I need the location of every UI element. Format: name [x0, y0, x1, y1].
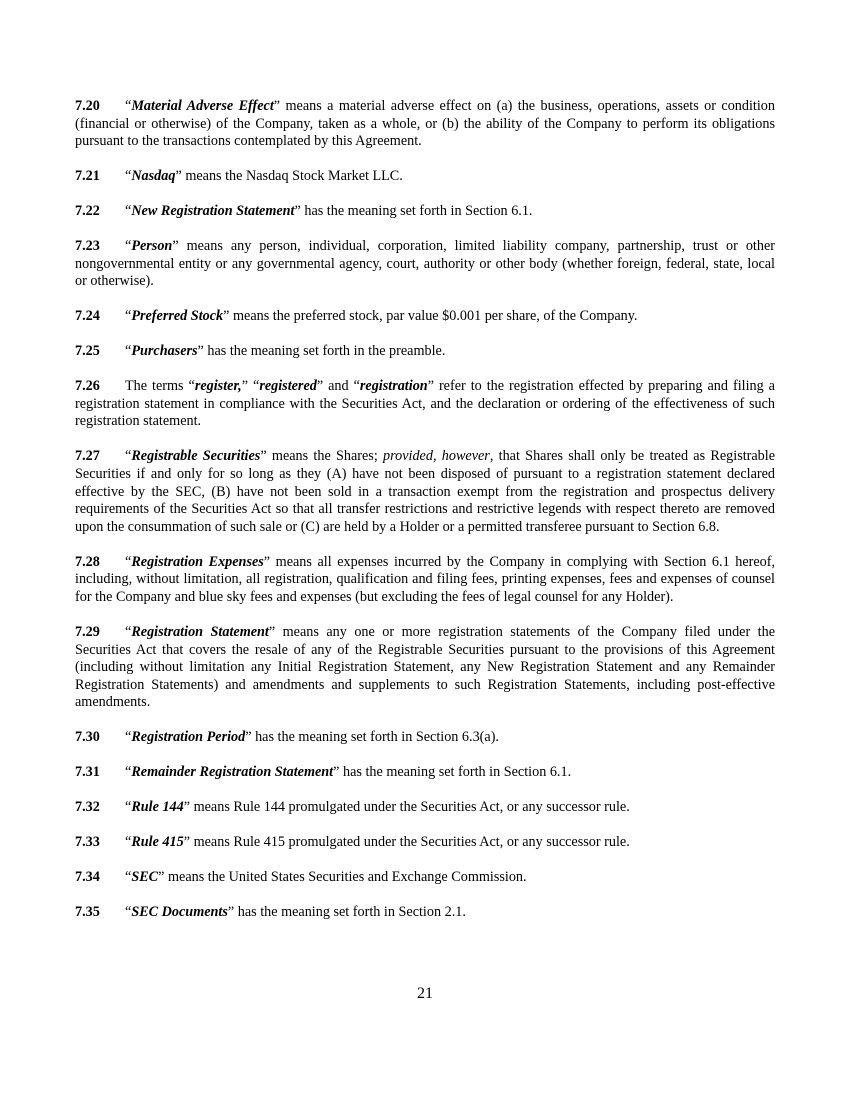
definition-7-25: 7.25 “Purchasers” has the meaning set forth in the preamble. [75, 343, 446, 360]
definition-text: means a material adverse effect on (a) the business, operations, assets or condition (financial or otherwise) of the Company, taken as a whole, or (b) the ability of the Company to perform its obligations pursuant to the transactions contemplated by this Agreement. [75, 98, 775, 150]
definition-7-27: 7.27 “Registrable Securities” means the Shares; provided, however, that Shares shall only be treated as Registrable Securities if and only for so long as they (A) have not been disposed of pursuant to a registration statement declared effective by the SEC, (B) have not been sold in a transaction exempt from the registration and prospectus delivery requirements of the Securities Act so that all transfer restrictions and restrictive legends with respect thereto are removed upon the consummation of such sale or (C) are held by a Holder or a permitted transferee pursuant to Section 6.8. [75, 448, 776, 535]
definition-7-22: 7.22 “New Registration Statement” has the meaning set forth in Section 6.1. [75, 203, 533, 220]
definition-text: means Rule 415 promulgated under the Securities Act, or any successor rule. [190, 834, 630, 851]
definition-text: has the meaning set forth in Section 6.1. [300, 203, 533, 220]
definition-text: means the Shares; [266, 448, 384, 465]
defined-term: Remainder Registration Statement [131, 764, 334, 781]
definition-text: has the meaning set forth in Section 2.1. [234, 904, 466, 921]
definition-7-33: 7.33 “Rule 415” means Rule 415 promulgated under the Securities Act, or any successor rule. [75, 834, 630, 851]
definition-text: has the meaning set forth in the preamble. [203, 343, 446, 360]
defined-term: registered [259, 378, 317, 395]
defined-term: Material Adverse Effect [131, 98, 274, 114]
defined-term: Preferred Stock [131, 308, 224, 325]
definition-text: means any one or more registration statements of the Company filed under the Securities Act that covers the resale of any of the Registrable Securities pursuant to the provisions of this Agreement (including without limitation any Initial Registration Statement, any New Registration Statement and any Remainder Registration Statements) and amendments and supplements to such Registration Statements, including post-effective amendments. [75, 623, 775, 711]
definition-text: means Rule 144 promulgated under the Securities Act, or any successor rule. [190, 799, 630, 816]
definition-text: means the Nasdaq Stock Market LLC. [181, 168, 403, 185]
definition-7-35: 7.35 “SEC Documents” has the meaning set forth in Section 2.1. [75, 904, 466, 921]
definition-text: means any person, individual, corporation, limited liability company, partnership, trust or other nongovernmental entity or any governmental agency, court, authority or other body (whether foreign, federal, state, local or otherwise). [75, 238, 775, 290]
section-number: 7.32 [75, 799, 100, 816]
defined-term: Rule 144 [131, 799, 184, 816]
definition-text: has the meaning set forth in Section 6.3(a). [251, 729, 499, 746]
defined-term: Registrable Securities [131, 448, 261, 465]
defined-term: Registration Expenses [131, 553, 264, 570]
defined-term: SEC Documents [131, 904, 228, 921]
section-number: 7.21 [75, 168, 100, 185]
definitions-list [75, 98, 775, 939]
section-number: 7.33 [75, 834, 100, 851]
proviso-text: provided, however [383, 448, 490, 465]
section-number: 7.24 [75, 308, 100, 325]
section-number: 7.22 [75, 203, 100, 220]
section-number: 7.27 [75, 448, 100, 465]
definition-text: means the preferred stock, par value $0.001 per share, of the Company. [229, 308, 638, 325]
definition-7-21: 7.21 “Nasdaq” means the Nasdaq Stock Market LLC. [75, 168, 403, 185]
definition-7-30: 7.30 “Registration Period” has the meaning set forth in Section 6.3(a). [75, 729, 499, 746]
definition-7-29: 7.29 “Registration Statement” means any one or more registration statements of the Company filed under the Securities Act that covers the resale of any of the Registrable Securities pursuant to the provisions of this Agreement (including without limitation any Initial Registration Statement, any New Registration Statement and any Remainder Registration Statements) and amendments and supplements to such Registration Statements, including post-effective amendments. [75, 623, 775, 711]
section-number: 7.29 [75, 623, 100, 640]
definition-7-34: 7.34 “SEC” means the United States Securities and Exchange Commission. [75, 869, 527, 886]
defined-term: Nasdaq [131, 168, 176, 185]
definition-text: has the meaning set forth in Section 6.1. [339, 764, 572, 781]
page-number: 21 [417, 985, 433, 1002]
defined-term: New Registration Statement [131, 203, 295, 220]
defined-term: registration [359, 378, 428, 395]
definition-text: means the United States Securities and Exchange Commission. [164, 869, 527, 886]
defined-term: Person [131, 238, 173, 255]
defined-term: Registration Period [131, 729, 246, 746]
defined-term: Registration Statement [131, 623, 269, 640]
section-number: 7.26 [75, 378, 100, 395]
definition-7-20: 7.20 “Material Adverse Effect” means a material adverse effect on (a) the business, operations, assets or condition (financial or otherwise) of the Company, taken as a whole, or (b) the ability of the Company to perform its obligations pursuant to the transactions contemplated by this Agreement. [75, 98, 775, 150]
defined-term: register, [194, 378, 242, 395]
definition-text: The terms “ [125, 378, 195, 395]
definition-7-26: 7.26 The terms “register,” “registered” and “registration” refer to the registration effected by preparing and filing a registration statement in compliance with the Securities Act, and the declaration or ordering of the effectiveness of such registration statement. [75, 378, 775, 430]
definition-text: ” refer to the registration effected by preparing and filing a registration statement in compliance with the Securities Act, and the declaration or ordering of the effectiveness of such registration statement. [75, 378, 775, 430]
definition-7-31: 7.31 “Remainder Registration Statement” has the meaning set forth in Section 6.1. [75, 764, 572, 781]
section-number: 7.30 [75, 729, 100, 746]
section-number: 7.23 [75, 238, 100, 255]
section-number: 7.28 [75, 553, 100, 570]
definition-text: , that Shares shall only be treated as Registrable Securities if and only for so long as they (A) have not been disposed of pursuant to a registration statement declared effective by the SEC, (B) have not been sold in a transaction exempt from the registration and prospectus delivery requirements of the Securities Act so that all transfer restrictions and restrictive legends with respect thereto are removed upon the consummation of such sale or (C) are held by a Holder or a permitted transferee pursuant to Section 6.8. [75, 448, 776, 535]
section-number: 7.35 [75, 904, 100, 921]
definition-7-23: 7.23 “Person” means any person, individual, corporation, limited liability company, partnership, trust or other nongovernmental entity or any governmental agency, court, authority or other body (whether foreign, federal, state, local or otherwise). [75, 238, 775, 290]
section-number: 7.34 [75, 869, 100, 886]
defined-term: Purchasers [131, 343, 198, 360]
section-number: 7.25 [75, 343, 100, 360]
defined-term: Rule 415 [131, 834, 184, 851]
definition-7-24: 7.24 “Preferred Stock” means the preferred stock, par value $0.001 per share, of the Company. [75, 308, 638, 325]
definition-text: means all expenses incurred by the Company in complying with Section 6.1 hereof, including, without limitation, all registration, qualification and filing fees, printing expenses, fees and expenses of counsel for the Company and blue sky fees and expenses (but excluding the fees of legal counsel for any Holder). [75, 553, 776, 605]
definition-7-28: 7.28 “Registration Expenses” means all expenses incurred by the Company in complying with Section 6.1 hereof, including, without limitation, all registration, qualification and filing fees, printing expenses, fees and expenses of counsel for the Company and blue sky fees and expenses (but excluding the fees of legal counsel for any Holder). [75, 553, 776, 605]
section-number: 7.20 [75, 98, 100, 114]
definition-7-32: 7.32 “Rule 144” means Rule 144 promulgated under the Securities Act, or any successor rule. [75, 799, 630, 816]
defined-term: SEC [131, 869, 159, 886]
section-number: 7.31 [75, 764, 100, 781]
